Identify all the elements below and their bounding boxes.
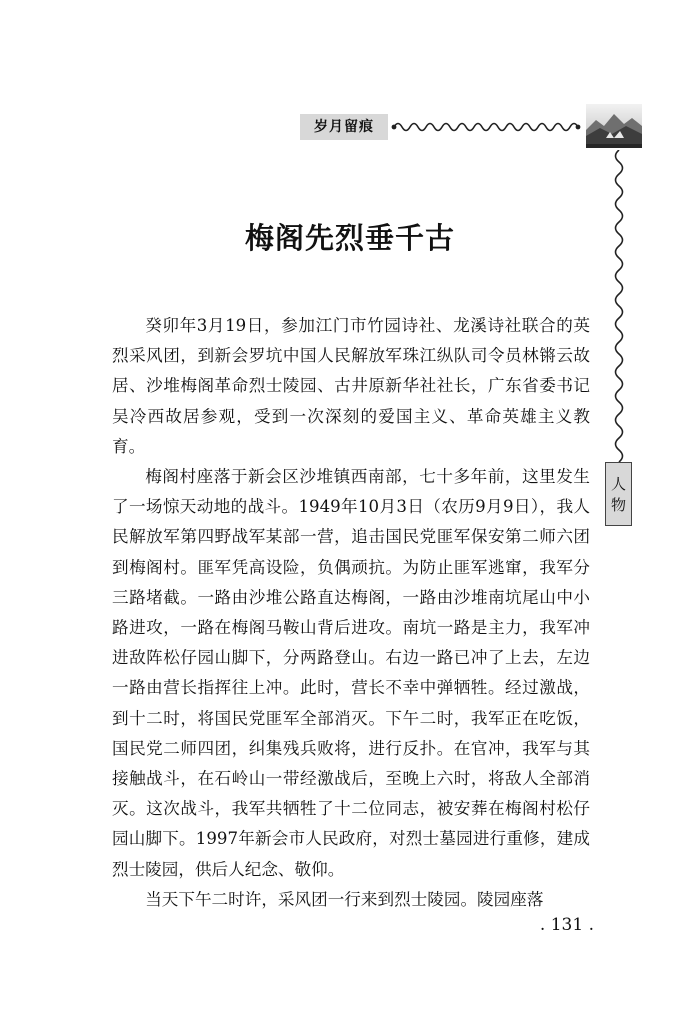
- side-ornament-border: [611, 150, 627, 462]
- paragraph: 梅阁村座落于新会区沙堆镇西南部，七十多年前，这里发生了一场惊天动地的战斗。1949年10月3日（农历9月9日），我人民解放军第四野战军某部一营，追击国民党匪军保安第二师六团到梅阁村。匪军凭高设险，负偶顽抗。为防止匪军逃窜，我军分三路堵截。一路由沙堆公路直达梅阁，一路由沙堆南坑尾山中小路进攻，一路在梅阁马鞍山背后进攻。南坑一路是主力，我军冲进敌阵松仔园山脚下，分两路登山。右边一路已冲了上去，左边一路由营长指挥往上冲。此时，营长不幸中弹牺牲。经过激战，到十二时，将国民党匪军全部消灭。下午二时，我军正在吃饭，国民党二师四团，纠集残兵败将，进行反扑。在官冲，我军与其接触战斗，在石岭山一带经激战后，至晚上六时，将敌人全部消灭。这次战斗，我军共牺牲了十二位同志，被安葬在梅阁村松仔园山脚下。1997年新会市人民政府，对烈士墓园进行重修，建成烈士陵园，供后人纪念、敬仰。: [112, 467, 590, 879]
- landscape-photo: [586, 104, 642, 148]
- article-title: 梅阁先烈垂千古: [244, 221, 455, 255]
- page-number: . 131 .: [539, 915, 594, 935]
- header-ornament-border: [390, 119, 582, 135]
- article-body: [112, 311, 590, 915]
- side-tab-label: 人物: [605, 462, 632, 526]
- paragraph: 当天下午二时许，采风团一行来到烈士陵园。陵园座落: [145, 889, 544, 909]
- paragraph: 癸卯年3月19日，参加江门市竹园诗社、龙溪诗社联合的英烈采风团，到新会罗坑中国人民解放军珠江纵队司令员林锵云故居、沙堆梅阁革命烈士陵园、古井原新华社社长，广东省委书记吴冷西故居参观，受到一次深刻的爱国主义、革命英雄主义教育。: [112, 316, 590, 456]
- section-label: 岁月留痕: [300, 114, 388, 140]
